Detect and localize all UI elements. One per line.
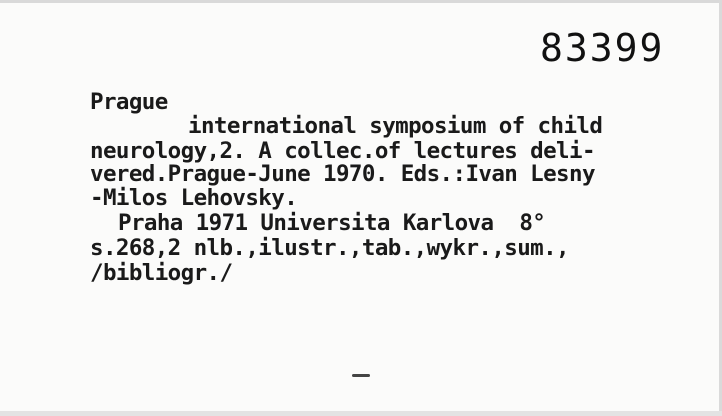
card-line-7: /bibliogr./ — [90, 260, 233, 286]
card-line-1: international symposium of child — [188, 113, 603, 139]
ink-smudge — [352, 374, 370, 377]
card-line-5: Praha 1971 Universita Karlova 8° — [118, 210, 546, 236]
card-line-3: vered.Prague-June 1970. Eds.:Ivan Lesny — [90, 161, 595, 187]
card-heading: Prague — [90, 89, 168, 115]
card-line-6: s.268,2 nlb.,ilustr.,tab.,wykr.,sum., — [90, 235, 570, 261]
card-line-4: -Milos Lehovsky. — [90, 185, 298, 211]
card-bottom-edge — [0, 411, 722, 416]
card-top-edge — [0, 0, 722, 3]
card-line-2: neurology,2. A collec.of lectures deli- — [90, 138, 595, 164]
catalog-number: 83399 — [540, 26, 665, 70]
